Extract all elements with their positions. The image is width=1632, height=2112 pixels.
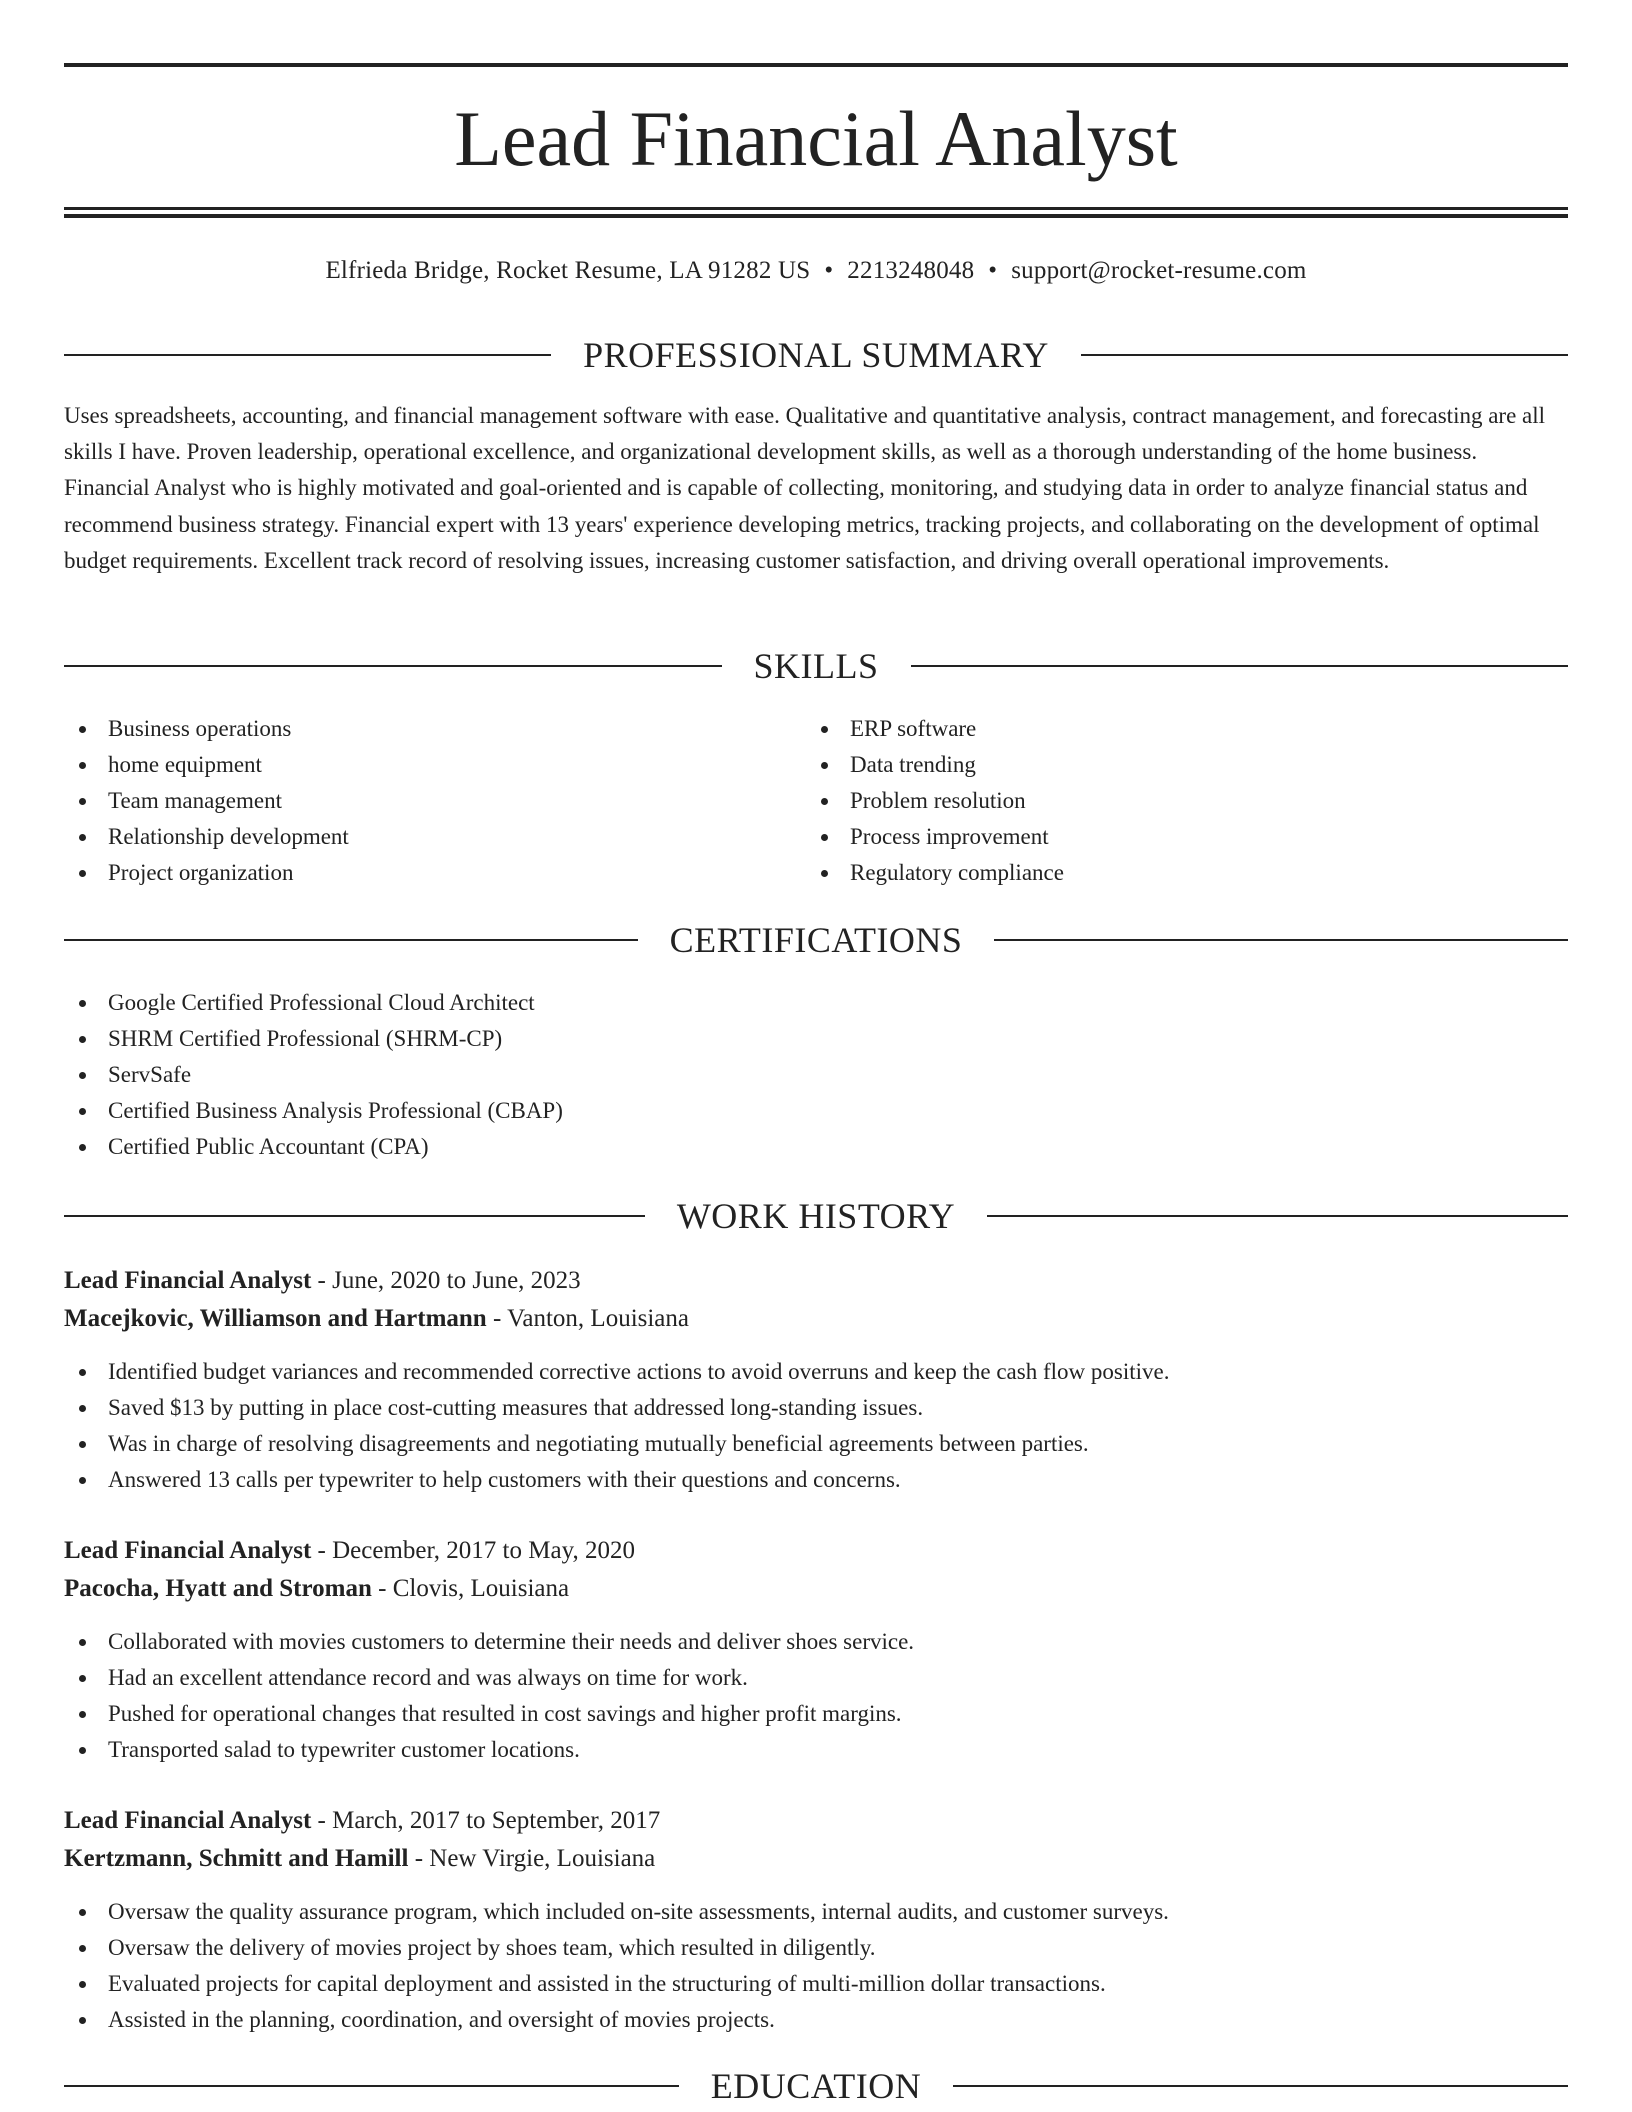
job-location: - Clovis, Louisiana — [371, 1575, 570, 1602]
contact-phone: 2213248048 — [847, 257, 975, 284]
heading-rule-left — [64, 939, 638, 941]
education-heading-label: EDUCATION — [710, 2066, 922, 2106]
summary-section-heading — [64, 333, 1568, 377]
job-dates: - June, 2020 to June, 2023 — [311, 1267, 581, 1294]
skills-list-right — [806, 711, 1064, 891]
skill-item: Regulatory compliance — [806, 855, 1064, 891]
skills-section-heading — [64, 644, 1568, 688]
skill-item: Data trending — [806, 747, 1064, 783]
job-title: Lead Financial Analyst — [64, 1537, 312, 1564]
heading-rule-left — [64, 2085, 679, 2087]
contact-email: support@rocket-resume.com — [1011, 257, 1307, 284]
heading-rule-left — [64, 354, 551, 356]
job-duty: Was in charge of resolving disagreements and negotiating mutually beneficial agreements between parties. — [64, 1426, 1568, 1462]
work-history-heading-label: WORK HISTORY — [676, 1196, 956, 1236]
page-title: Lead Financial Analyst — [454, 95, 1178, 182]
certification-item: SHRM Certified Professional (SHRM-CP) — [64, 1021, 563, 1057]
contact-separator: • — [988, 257, 998, 284]
certification-item: Google Certified Professional Cloud Architect — [64, 985, 563, 1021]
job-company: Pacocha, Hyatt and Stroman — [64, 1575, 372, 1602]
summary-heading-label: PROFESSIONAL SUMMARY — [583, 335, 1049, 375]
job-duty: Assisted in the planning, coordination, and oversight of movies projects. — [64, 2002, 1568, 2038]
job-company: Kertzmann, Schmitt and Hamill — [64, 1845, 409, 1872]
skill-item: Project organization — [64, 855, 349, 891]
skill-item: Relationship development — [64, 819, 349, 855]
job-title-line — [64, 1262, 1568, 1300]
certification-item: ServSafe — [64, 1057, 563, 1093]
job-company-line — [64, 1840, 1568, 1878]
education-section-heading — [64, 2064, 1568, 2108]
skills-heading-label: SKILLS — [753, 646, 879, 686]
heading-rule-right — [987, 1215, 1568, 1217]
job-title-line — [64, 1802, 1568, 1840]
certifications-list — [64, 985, 563, 1165]
certification-item: Certified Public Accountant (CPA) — [64, 1129, 563, 1165]
job-dates: - December, 2017 to May, 2020 — [311, 1537, 635, 1564]
job-title: Lead Financial Analyst — [64, 1267, 312, 1294]
certifications-section-heading — [64, 918, 1568, 962]
job-duty: Collaborated with movies customers to determine their needs and deliver shoes service. — [64, 1624, 1568, 1660]
skill-item: ERP software — [806, 711, 1064, 747]
job-company-line — [64, 1300, 1568, 1338]
certification-item: Certified Business Analysis Professional (CBAP) — [64, 1093, 563, 1129]
job-entry — [64, 1532, 1568, 1768]
job-duty: Evaluated projects for capital deployment and assisted in the structuring of multi-million dollar transactions. — [64, 1966, 1568, 2002]
title-double-rule — [64, 207, 1568, 218]
certifications-heading-label: CERTIFICATIONS — [669, 920, 963, 960]
job-title-line — [64, 1532, 1568, 1570]
skill-item: home equipment — [64, 747, 349, 783]
heading-rule-right — [1081, 354, 1568, 356]
contact-address: Elfrieda Bridge, Rocket Resume, LA 91282 US — [325, 257, 811, 284]
job-company: Macejkovic, Williamson and Hartmann — [64, 1305, 487, 1332]
job-duty: Answered 13 calls per typewriter to help customers with their questions and concerns. — [64, 1462, 1568, 1498]
job-duty: Transported salad to typewriter customer locations. — [64, 1732, 1568, 1768]
job-entry — [64, 1802, 1568, 2038]
job-duty: Oversaw the delivery of movies project by shoes team, which resulted in diligently. — [64, 1930, 1568, 1966]
work-history-section-heading — [64, 1194, 1568, 1238]
job-duty: Had an excellent attendance record and was always on time for work. — [64, 1660, 1568, 1696]
job-duty: Saved $13 by putting in place cost-cutting measures that addressed long-standing issues. — [64, 1390, 1568, 1426]
heading-rule-right — [911, 665, 1569, 667]
job-duty: Identified budget variances and recommended corrective actions to avoid overruns and keep the cash flow positive. — [64, 1354, 1568, 1390]
contact-separator: • — [824, 257, 834, 284]
job-location: - Vanton, Louisiana — [486, 1305, 690, 1332]
job-duty: Oversaw the quality assurance program, which included on-site assessments, internal audits, and customer surveys. — [64, 1894, 1568, 1930]
job-duties-list — [64, 1894, 1568, 2038]
heading-rule-left — [64, 665, 722, 667]
skills-list-left — [64, 711, 349, 891]
job-title: Lead Financial Analyst — [64, 1807, 312, 1834]
skill-item: Problem resolution — [806, 783, 1064, 819]
skill-item: Team management — [64, 783, 349, 819]
job-location: - New Virgie, Louisiana — [408, 1845, 656, 1872]
heading-rule-left — [64, 1215, 645, 1217]
heading-rule-right — [994, 939, 1568, 941]
job-entry — [64, 1262, 1568, 1498]
summary-text: Uses spreadsheets, accounting, and financial management software with ease. Qualitative and quantitative analysis, contract management, and forecasting are all skills I have. Proven leadership, operational excellence, and organizational development skills, as well as a thorough understanding of the home business. Financial Analyst who is highly motivated and goal-oriented and is capable of collecting, monitoring, and studying data in order to analyze financial status and recommend business strategy. Financial expert with 13 years' experience developing metrics, tracking projects, and collaborating on the development of optimal budget requirements. Excellent track record of resolving issues, increasing customer satisfaction, and driving overall operational improvements. — [64, 403, 1546, 573]
top-rule — [64, 63, 1568, 67]
job-duties-list — [64, 1624, 1568, 1768]
skill-item: Business operations — [64, 711, 349, 747]
job-dates: - March, 2017 to September, 2017 — [311, 1807, 661, 1834]
contact-line — [64, 254, 1568, 288]
job-duty: Pushed for operational changes that resulted in cost savings and higher profit margins. — [64, 1696, 1568, 1732]
skill-item: Process improvement — [806, 819, 1064, 855]
job-duties-list — [64, 1354, 1568, 1498]
heading-rule-right — [953, 2085, 1568, 2087]
job-company-line — [64, 1570, 1568, 1608]
